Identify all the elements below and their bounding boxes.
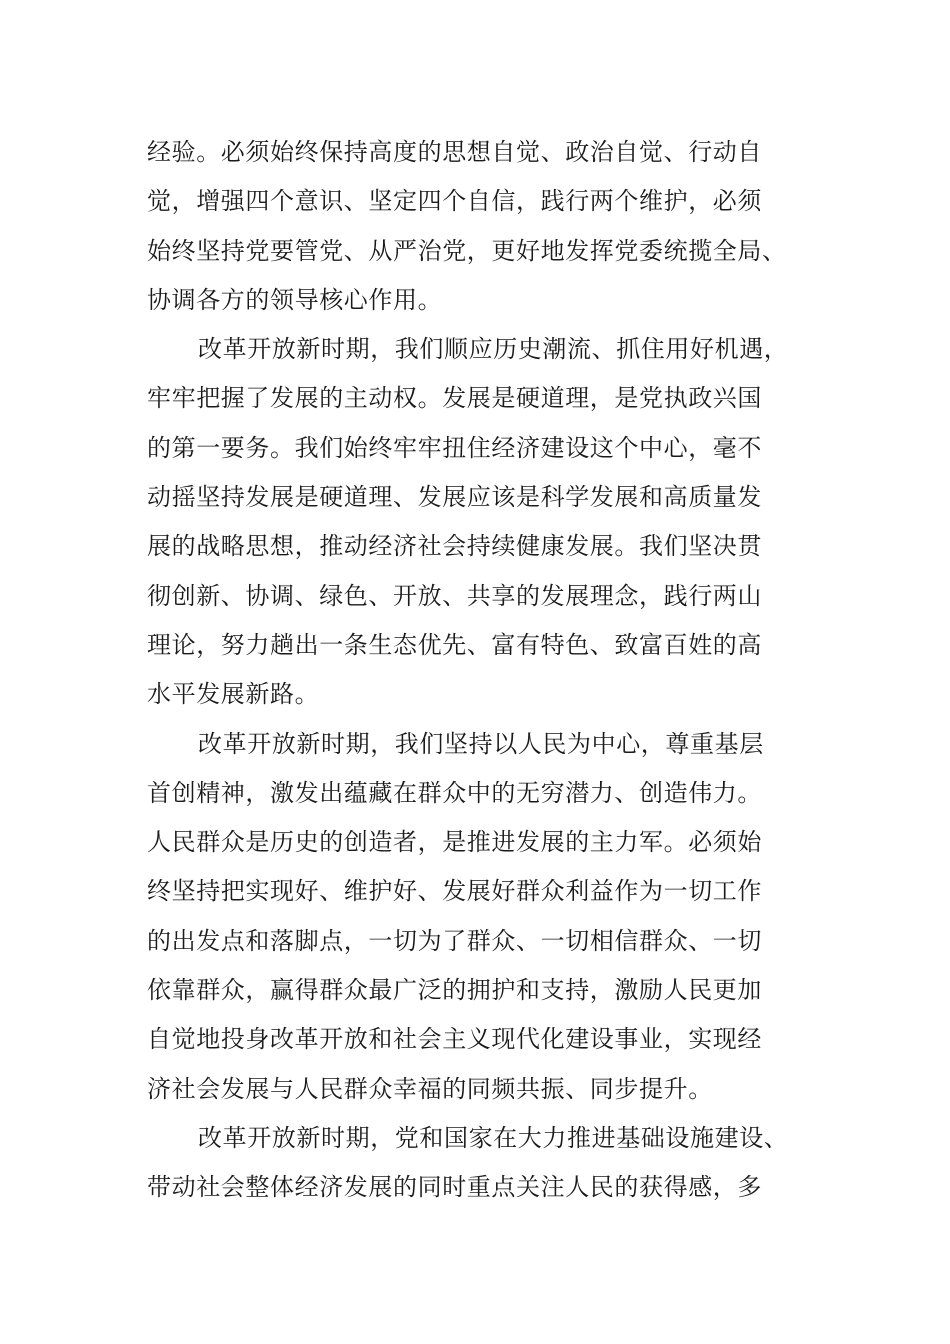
text-line: 理论，努力趟出一条生态优先、富有特色、致富百姓的高 xyxy=(147,630,762,659)
document-body xyxy=(147,128,807,1213)
text-line: 觉，增强四个意识、坚定四个自信，践行两个维护，必须 xyxy=(147,187,762,216)
paragraph-first-line: 改革开放新时期，我们坚持以人民为中心，尊重基层 xyxy=(198,729,764,758)
paragraph-first-line: 改革开放新时期，我们顺应历史潮流、抓住用好机遇， xyxy=(198,335,789,364)
text-line: 自觉地投身改革开放和社会主义现代化建设事业，实现经 xyxy=(147,1025,762,1054)
text-line: 展的战略思想，推动经济社会持续健康发展。我们坚决贯 xyxy=(147,532,762,561)
text-line: 济社会发展与人民群众幸福的同频共振、同步提升。 xyxy=(147,1074,713,1103)
text-line: 动摇坚持发展是硬道理、发展应该是科学发展和高质量发 xyxy=(147,483,762,512)
text-line: 依靠群众，赢得群众最广泛的拥护和支持，激励人民更加 xyxy=(147,976,762,1005)
paragraph-first-line: 改革开放新时期，党和国家在大力推进基础设施建设、 xyxy=(198,1123,789,1152)
text-line: 彻创新、协调、绿色、开放、共享的发展理念，践行两山 xyxy=(147,581,762,610)
text-line: 人民群众是历史的创造者，是推进发展的主力军。必须始 xyxy=(147,828,762,857)
text-line: 经验。必须始终保持高度的思想自觉、政治自觉、行动自 xyxy=(147,138,762,166)
text-line: 的第一要务。我们始终牢牢扭住经济建设这个中心，毫不 xyxy=(147,433,762,462)
text-line: 终坚持把实现好、维护好、发展好群众利益作为一切工作 xyxy=(147,877,762,906)
text-line: 协调各方的领导核心作用。 xyxy=(147,285,443,314)
text-line: 的出发点和落脚点，一切为了群众、一切相信群众、一切 xyxy=(147,926,762,955)
text-line: 牢牢把握了发展的主动权。发展是硬道理，是党执政兴国 xyxy=(147,384,762,413)
text-line: 水平发展新路。 xyxy=(147,680,320,709)
text-line: 带动社会整体经济发展的同时重点关注人民的获得感，多 xyxy=(147,1173,762,1202)
text-line: 首创精神，激发出蕴藏在群众中的无穷潜力、创造伟力。 xyxy=(147,778,762,807)
text-line: 始终坚持党要管党、从严治党，更好地发挥党委统揽全局、 xyxy=(147,236,787,265)
